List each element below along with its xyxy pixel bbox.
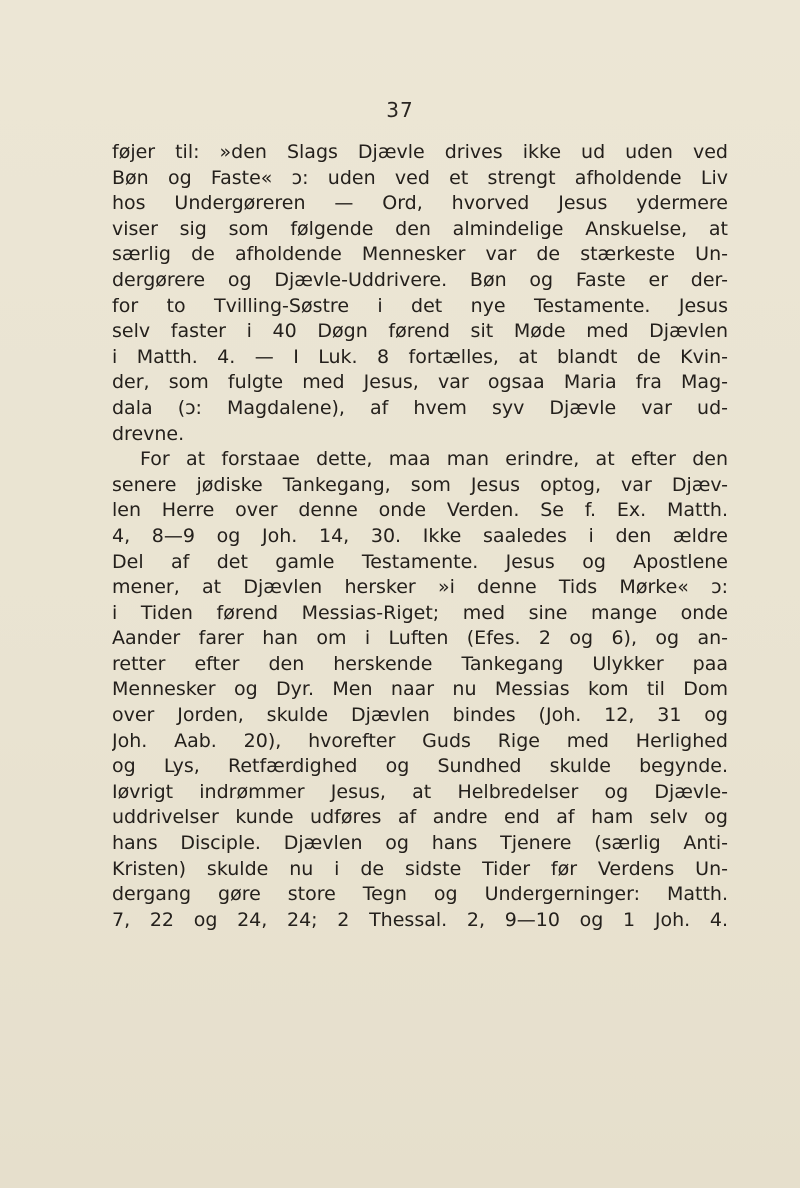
text-line: hos Undergøreren — Ord, hvorved Jesus ydermere: [112, 192, 728, 215]
text-line: dergang gøre store Tegn og Undergerninger: Matth.: [112, 883, 728, 906]
text-line: særlig de afholdende Mennesker var de stærkeste Un-: [112, 243, 728, 266]
text-line: uddrivelser kunde udføres af andre end af ham selv og: [112, 806, 728, 829]
text-line: Bøn og Faste« ɔ: uden ved et strengt afholdende Liv: [112, 166, 728, 189]
text-line: hans Disciple. Djævlen og hans Tjenere (særlig Anti-: [112, 832, 728, 855]
text-line: Kristen) skulde nu i de sidste Tider før Verdens Un-: [112, 857, 728, 880]
text-line: For at forstaae dette, maa man erindre, at efter den: [140, 448, 728, 471]
text-line: der, som fulgte med Jesus, var ogsaa Maria fra Mag-: [112, 371, 728, 394]
text-line: mener, at Djævlen hersker »i denne Tids Mørke« ɔ:: [112, 576, 728, 599]
text-line: for to Tvilling-Søstre i det nye Testamente. Jesus: [112, 294, 728, 317]
text-line: 7, 22 og 24, 24; 2 Thessal. 2, 9—10 og 1 Joh. 4.: [112, 908, 728, 931]
page-number: 37: [386, 98, 414, 122]
text-line: retter efter den herskende Tankegang Ulykker paa: [112, 652, 728, 675]
text-line: Mennesker og Dyr. Men naar nu Messias kom til Dom: [112, 678, 728, 701]
text-line: Joh. Aab. 20), hvorefter Guds Rige med Herlighed: [112, 729, 728, 752]
text-line: drevne.: [112, 422, 185, 445]
text-line: dergørere og Djævle-Uddrivere. Bøn og Faste er der-: [112, 268, 728, 291]
text-line: viser sig som følgende den almindelige Anskuelse, at: [112, 217, 728, 240]
text-line: i Tiden førend Messias-Riget; med sine mange onde: [112, 601, 728, 624]
text-line: 4, 8—9 og Joh. 14, 30. Ikke saaledes i den ældre: [112, 524, 728, 547]
text-line: føjer til: »den Slags Djævle drives ikke ud uden ved: [112, 141, 728, 163]
text-line: og Lys, Retfærdighed og Sundhed skulde begynde.: [112, 755, 728, 778]
body-text: [112, 140, 728, 933]
text-line: Del af det gamle Testamente. Jesus og Apostlene: [112, 550, 728, 573]
text-line: len Herre over denne onde Verden. Se f. Ex. Matth.: [112, 499, 728, 522]
text-line: i Matth. 4. — I Luk. 8 fortælles, at blandt de Kvin-: [112, 345, 728, 368]
text-line: over Jorden, skulde Djævlen bindes (Joh. 12, 31 og: [112, 704, 728, 727]
text-line: senere jødiske Tankegang, som Jesus optog, var Djæv-: [112, 473, 728, 496]
text-line: selv faster i 40 Døgn førend sit Møde med Djævlen: [112, 320, 728, 343]
text-line: dala (ɔ: Magdalene), af hvem syv Djævle var ud-: [112, 396, 728, 419]
text-line: Aander farer han om i Luften (Efes. 2 og 6), og an-: [112, 627, 728, 650]
text-line: Iøvrigt indrømmer Jesus, at Helbredelser og Djævle-: [112, 780, 728, 803]
